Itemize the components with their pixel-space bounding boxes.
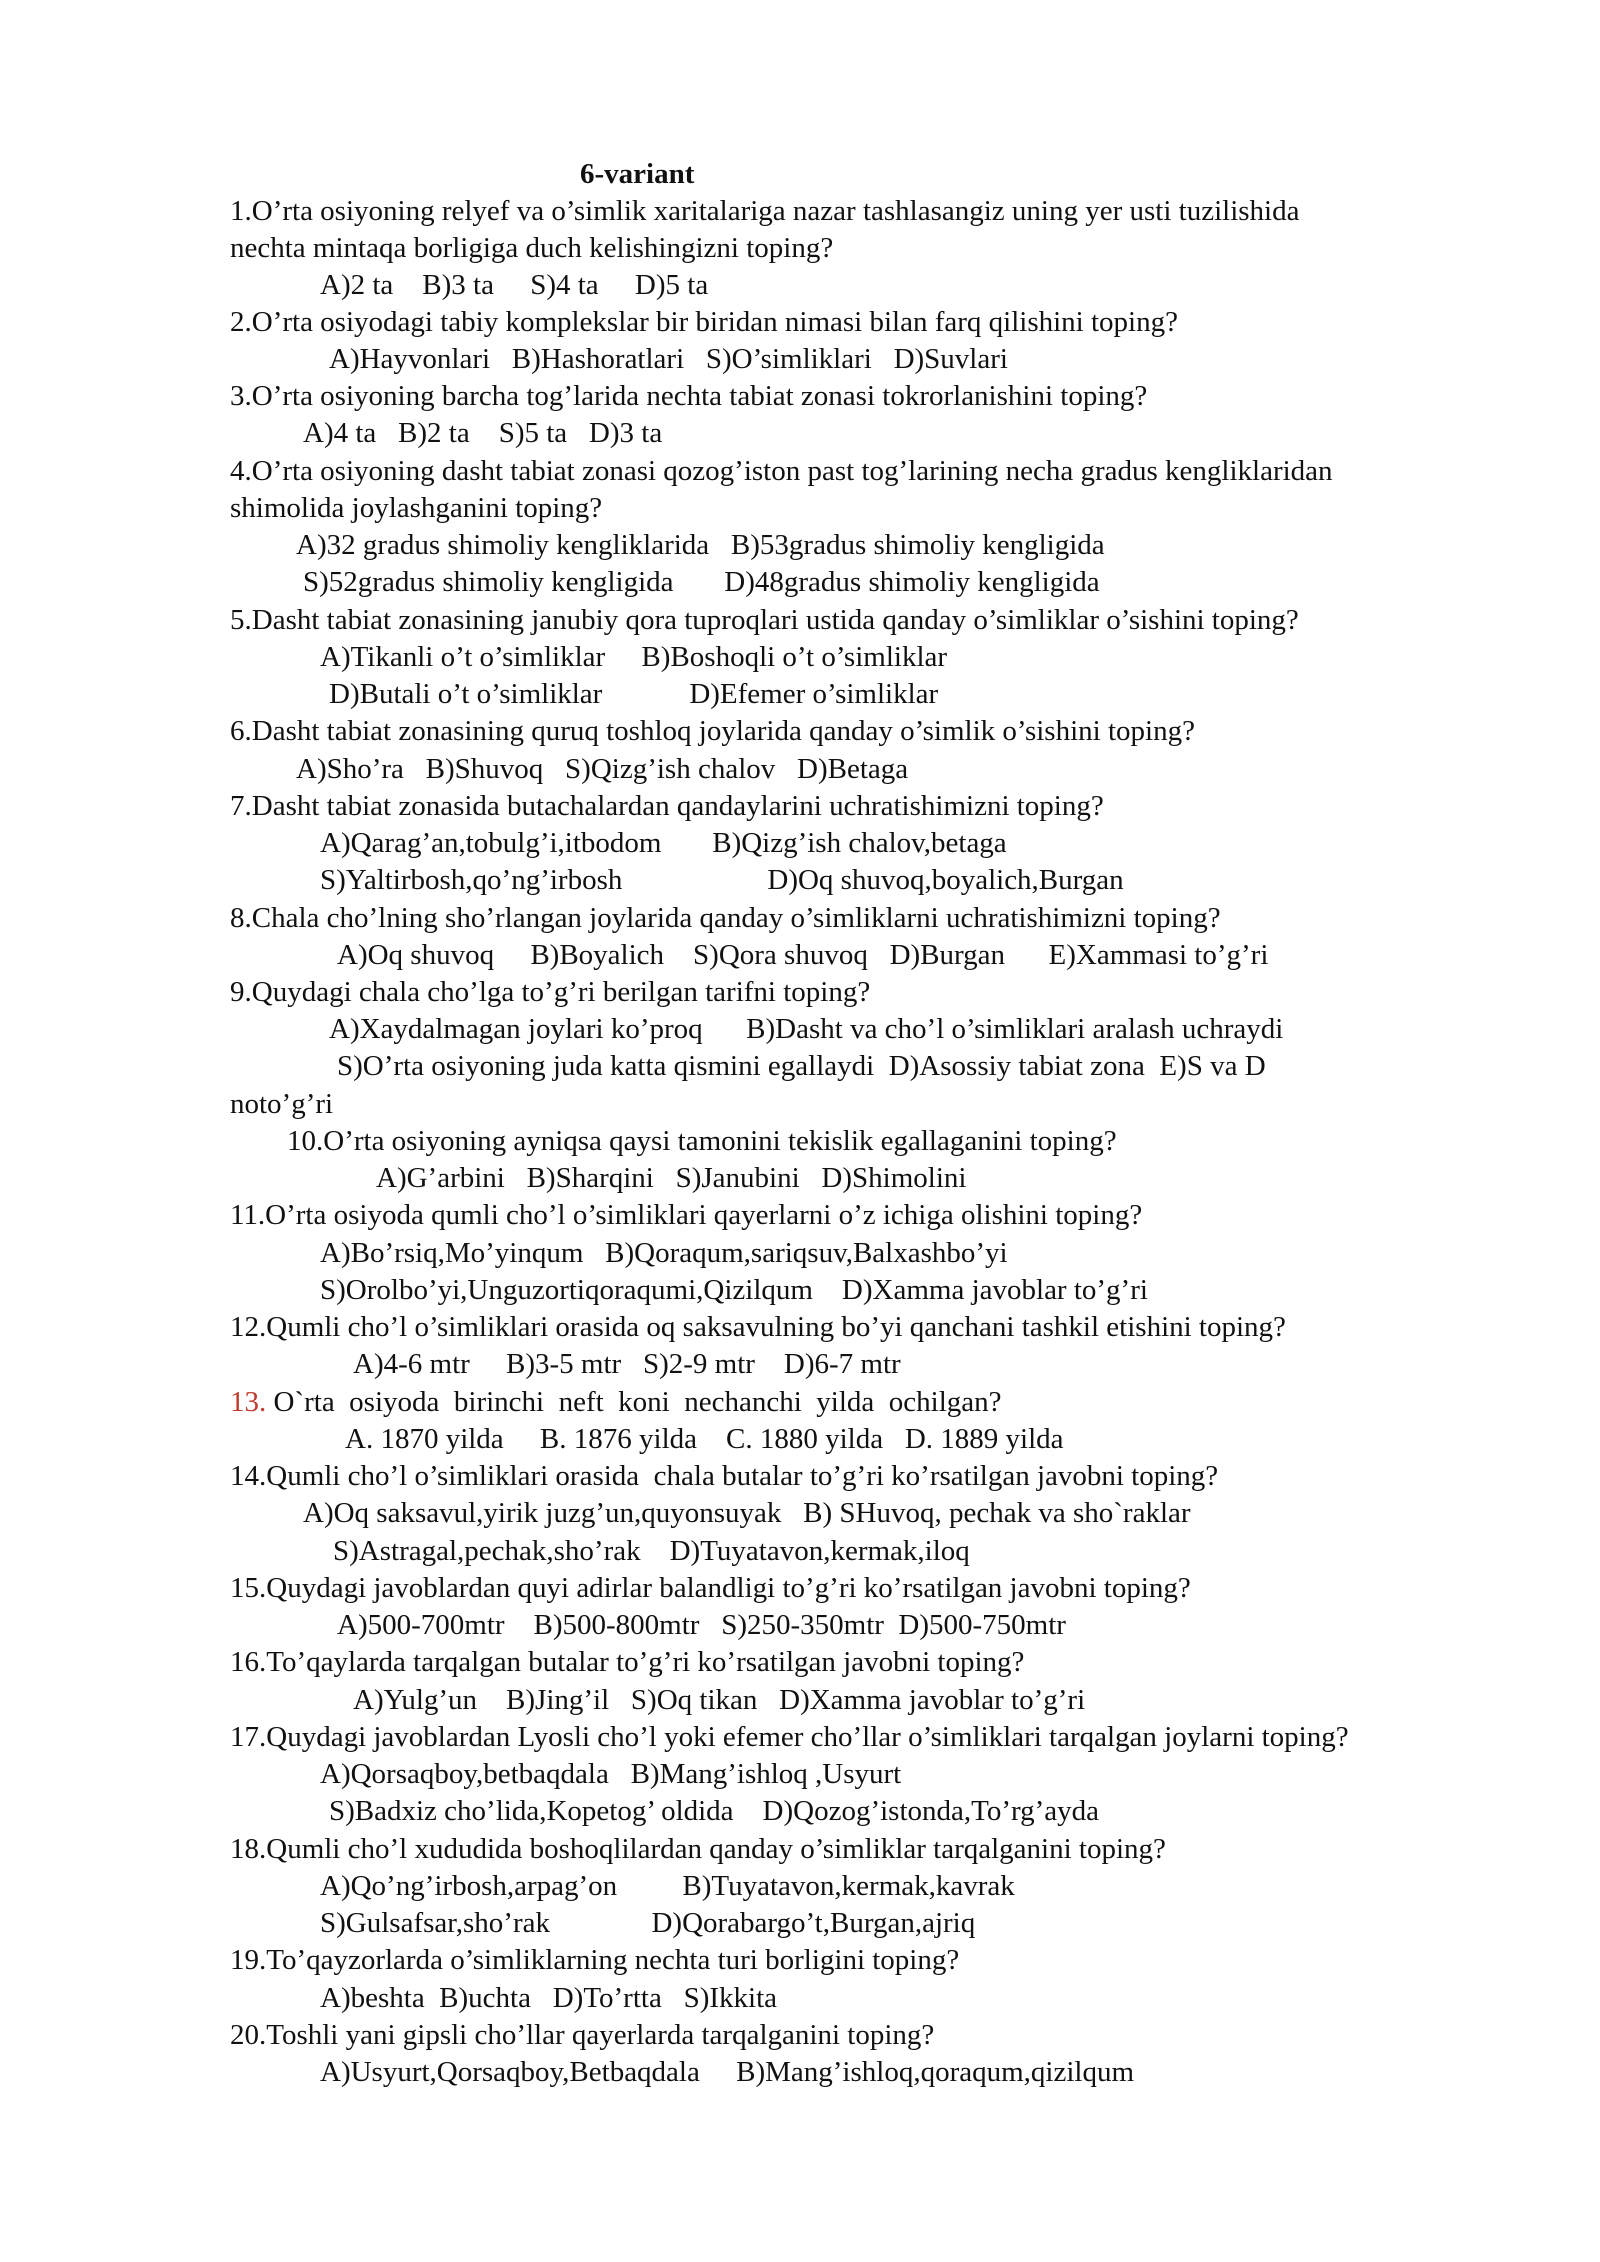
question-13-text: O`rta osiyoda birinchi neft koni nechanchi yilda ochilgan? xyxy=(266,1386,1002,1418)
question-4-answers-1: A)32 gradus shimoliy kengliklarida B)53gradus shimoliy kengligida xyxy=(296,529,1105,561)
question-8: 8.Chala cho’lning sho’rlangan joylarida qanday o’simliklarni uchratishimizni toping? xyxy=(230,902,1221,934)
question-12-answers: A)4-6 mtr B)3-5 mtr S)2-9 mtr D)6-7 mtr xyxy=(353,1348,901,1380)
question-1-line-1: 1.O’rta osiyoning relyef va o’simlik xaritalariga nazar tashlasangiz uning yer usti tuzilishida xyxy=(230,195,1300,227)
question-7: 7.Dasht tabiat zonasida butachalardan qandaylarini uchratishimizni toping? xyxy=(230,790,1104,822)
question-3-answers: A)4 ta B)2 ta S)5 ta D)3 ta xyxy=(303,417,663,449)
question-13 xyxy=(230,1388,1002,1417)
question-17: 17.Quydagi javoblardan Lyosli cho’l yoki efemer cho’llar o’simliklari tarqalgan joylarni toping? xyxy=(230,1721,1349,1753)
question-3: 3.O’rta osiyoning barcha tog’larida nechta tabiat zonasi tokrorlanishini toping? xyxy=(230,380,1148,412)
question-11: 11.O’rta osiyoda qumli cho’l o’simliklari qayerlarni o’z ichiga olishini toping? xyxy=(230,1199,1143,1231)
question-16-answers: A)Yulg’un B)Jing’il S)Oq tikan D)Xamma javoblar to’g’ri xyxy=(353,1684,1086,1716)
question-16: 16.To’qaylarda tarqalgan butalar to’g’ri ko’rsatilgan javobni toping? xyxy=(230,1646,1025,1678)
question-20: 20.Toshli yani gipsli cho’llar qayerlarda tarqalganini toping? xyxy=(230,2019,935,2051)
question-18: 18.Qumli cho’l xududida boshoqlilardan qanday o’simliklar tarqalganini toping? xyxy=(230,1833,1166,1865)
question-7-answers-1: A)Qarag’an,tobulg’i,itbodom B)Qizg’ish chalov,betaga xyxy=(320,827,1007,859)
question-4-line-2: shimolida joylashganini toping? xyxy=(230,492,603,524)
question-9-answers-3: noto’g’ri xyxy=(230,1088,334,1120)
question-8-answers: A)Oq shuvoq B)Boyalich S)Qora shuvoq D)Burgan E)Xammasi to’g’ri xyxy=(337,939,1269,971)
question-20-answers: A)Usyurt,Qorsaqboy,Betbaqdala B)Mang’ishloq,qoraqum,qizilqum xyxy=(320,2056,1135,2088)
question-17-answers-2: S)Badxiz cho’lida,Kopetog’ oldida D)Qozog’istonda,To’rg’ayda xyxy=(329,1795,1100,1827)
question-13-answers: A. 1870 yilda B. 1876 yilda C. 1880 yilda D. 1889 yilda xyxy=(345,1423,1064,1455)
question-12: 12.Qumli cho’l o’simliklari orasida oq saksavulning bo’yi qanchani tashkil etishini toping? xyxy=(230,1311,1286,1343)
question-4-line-1: 4.O’rta osiyoning dasht tabiat zonasi qozog’iston past tog’larining necha gradus kengliklaridan xyxy=(230,455,1333,487)
question-18-answers-2: S)Gulsafsar,sho’rak D)Qorabargo’t,Burgan,ajriq xyxy=(320,1907,976,1939)
question-15: 15.Quydagi javoblardan quyi adirlar balandligi to’g’ri ko’rsatilgan javobni toping? xyxy=(230,1572,1191,1604)
question-9-answers-2: S)O’rta osiyoning juda katta qismini egallaydi D)Asossiy tabiat zona E)S va D xyxy=(337,1050,1266,1082)
question-9: 9.Quydagi chala cho’lga to’g’ri berilgan tarifni toping? xyxy=(230,976,871,1008)
question-10-answers: A)G’arbini B)Sharqini S)Janubini D)Shimolini xyxy=(376,1162,967,1194)
question-17-answers-1: A)Qorsaqboy,betbaqdala B)Mang’ishloq ,Usyurt xyxy=(320,1758,902,1790)
question-13-number: 13. xyxy=(230,1386,267,1418)
question-1-line-2: nechta mintaqa borligiga duch kelishingizni toping? xyxy=(230,232,834,264)
question-14: 14.Qumli cho’l o’simliklari orasida chala butalar to’g’ri ko’rsatilgan javobni toping? xyxy=(230,1460,1219,1492)
question-5-answers-1: A)Tikanli o’t o’simliklar B)Boshoqli o’t o’simliklar xyxy=(320,641,948,673)
question-4-answers-2: S)52gradus shimoliy kengligida D)48gradus shimoliy kengligida xyxy=(303,566,1100,598)
question-5-answers-2: D)Butali o’t o’simliklar D)Efemer o’simliklar xyxy=(329,678,939,710)
question-10: 10.O’rta osiyoning ayniqsa qaysi tamonini tekislik egallaganini toping? xyxy=(287,1125,1117,1157)
question-15-answers: A)500-700mtr B)500-800mtr S)250-350mtr D)500-750mtr xyxy=(337,1609,1066,1641)
question-19-answers: A)beshta B)uchta D)To’rtta S)Ikkita xyxy=(320,1982,778,2014)
question-18-answers-1: A)Qo’ng’irbosh,arpag’on B)Tuyatavon,kermak,kavrak xyxy=(320,1870,1015,1902)
document-title: 6-variant xyxy=(580,158,695,190)
question-6-answers: A)Sho’ra B)Shuvoq S)Qizg’ish chalov D)Betaga xyxy=(296,753,909,785)
question-2-answers: A)Hayvonlari B)Hashoratlari S)O’simliklari D)Suvlari xyxy=(329,343,1008,375)
question-6: 6.Dasht tabiat zonasining quruq toshloq joylarida qanday o’simlik o’sishini toping? xyxy=(230,715,1195,747)
question-19: 19.To’qayzorlarda o’simliklarning nechta turi borligini toping? xyxy=(230,1944,960,1976)
question-14-answers-1: A)Oq saksavul,yirik juzg’un,quyonsuyak B) SHuvoq, pechak va sho`raklar xyxy=(303,1497,1191,1529)
question-2: 2.O’rta osiyodagi tabiy komplekslar bir biridan nimasi bilan farq qilishini toping? xyxy=(230,306,1178,338)
question-9-answers-1: A)Xaydalmagan joylari ko’proq B)Dasht va cho’l o’simliklari aralash uchraydi xyxy=(329,1013,1284,1045)
question-1-answers: A)2 ta B)3 ta S)4 ta D)5 ta xyxy=(320,269,709,301)
question-11-answers-1: A)Bo’rsiq,Mo’yinqum B)Qoraqum,sariqsuv,Balxashbo’yi xyxy=(320,1237,1008,1269)
question-7-answers-2: S)Yaltirbosh,qo’ng’irbosh D)Oq shuvoq,boyalich,Burgan xyxy=(320,864,1124,896)
question-14-answers-2: S)Astragal,pechak,sho’rak D)Tuyatavon,kermak,iloq xyxy=(333,1535,970,1567)
question-5: 5.Dasht tabiat zonasining janubiy qora tuproqlari ustida qanday o’simliklar o’sishini toping? xyxy=(230,604,1299,636)
question-11-answers-2: S)Orolbo’yi,Unguzortiqoraqumi,Qizilqum D)Xamma javoblar to’g’ri xyxy=(320,1274,1148,1306)
